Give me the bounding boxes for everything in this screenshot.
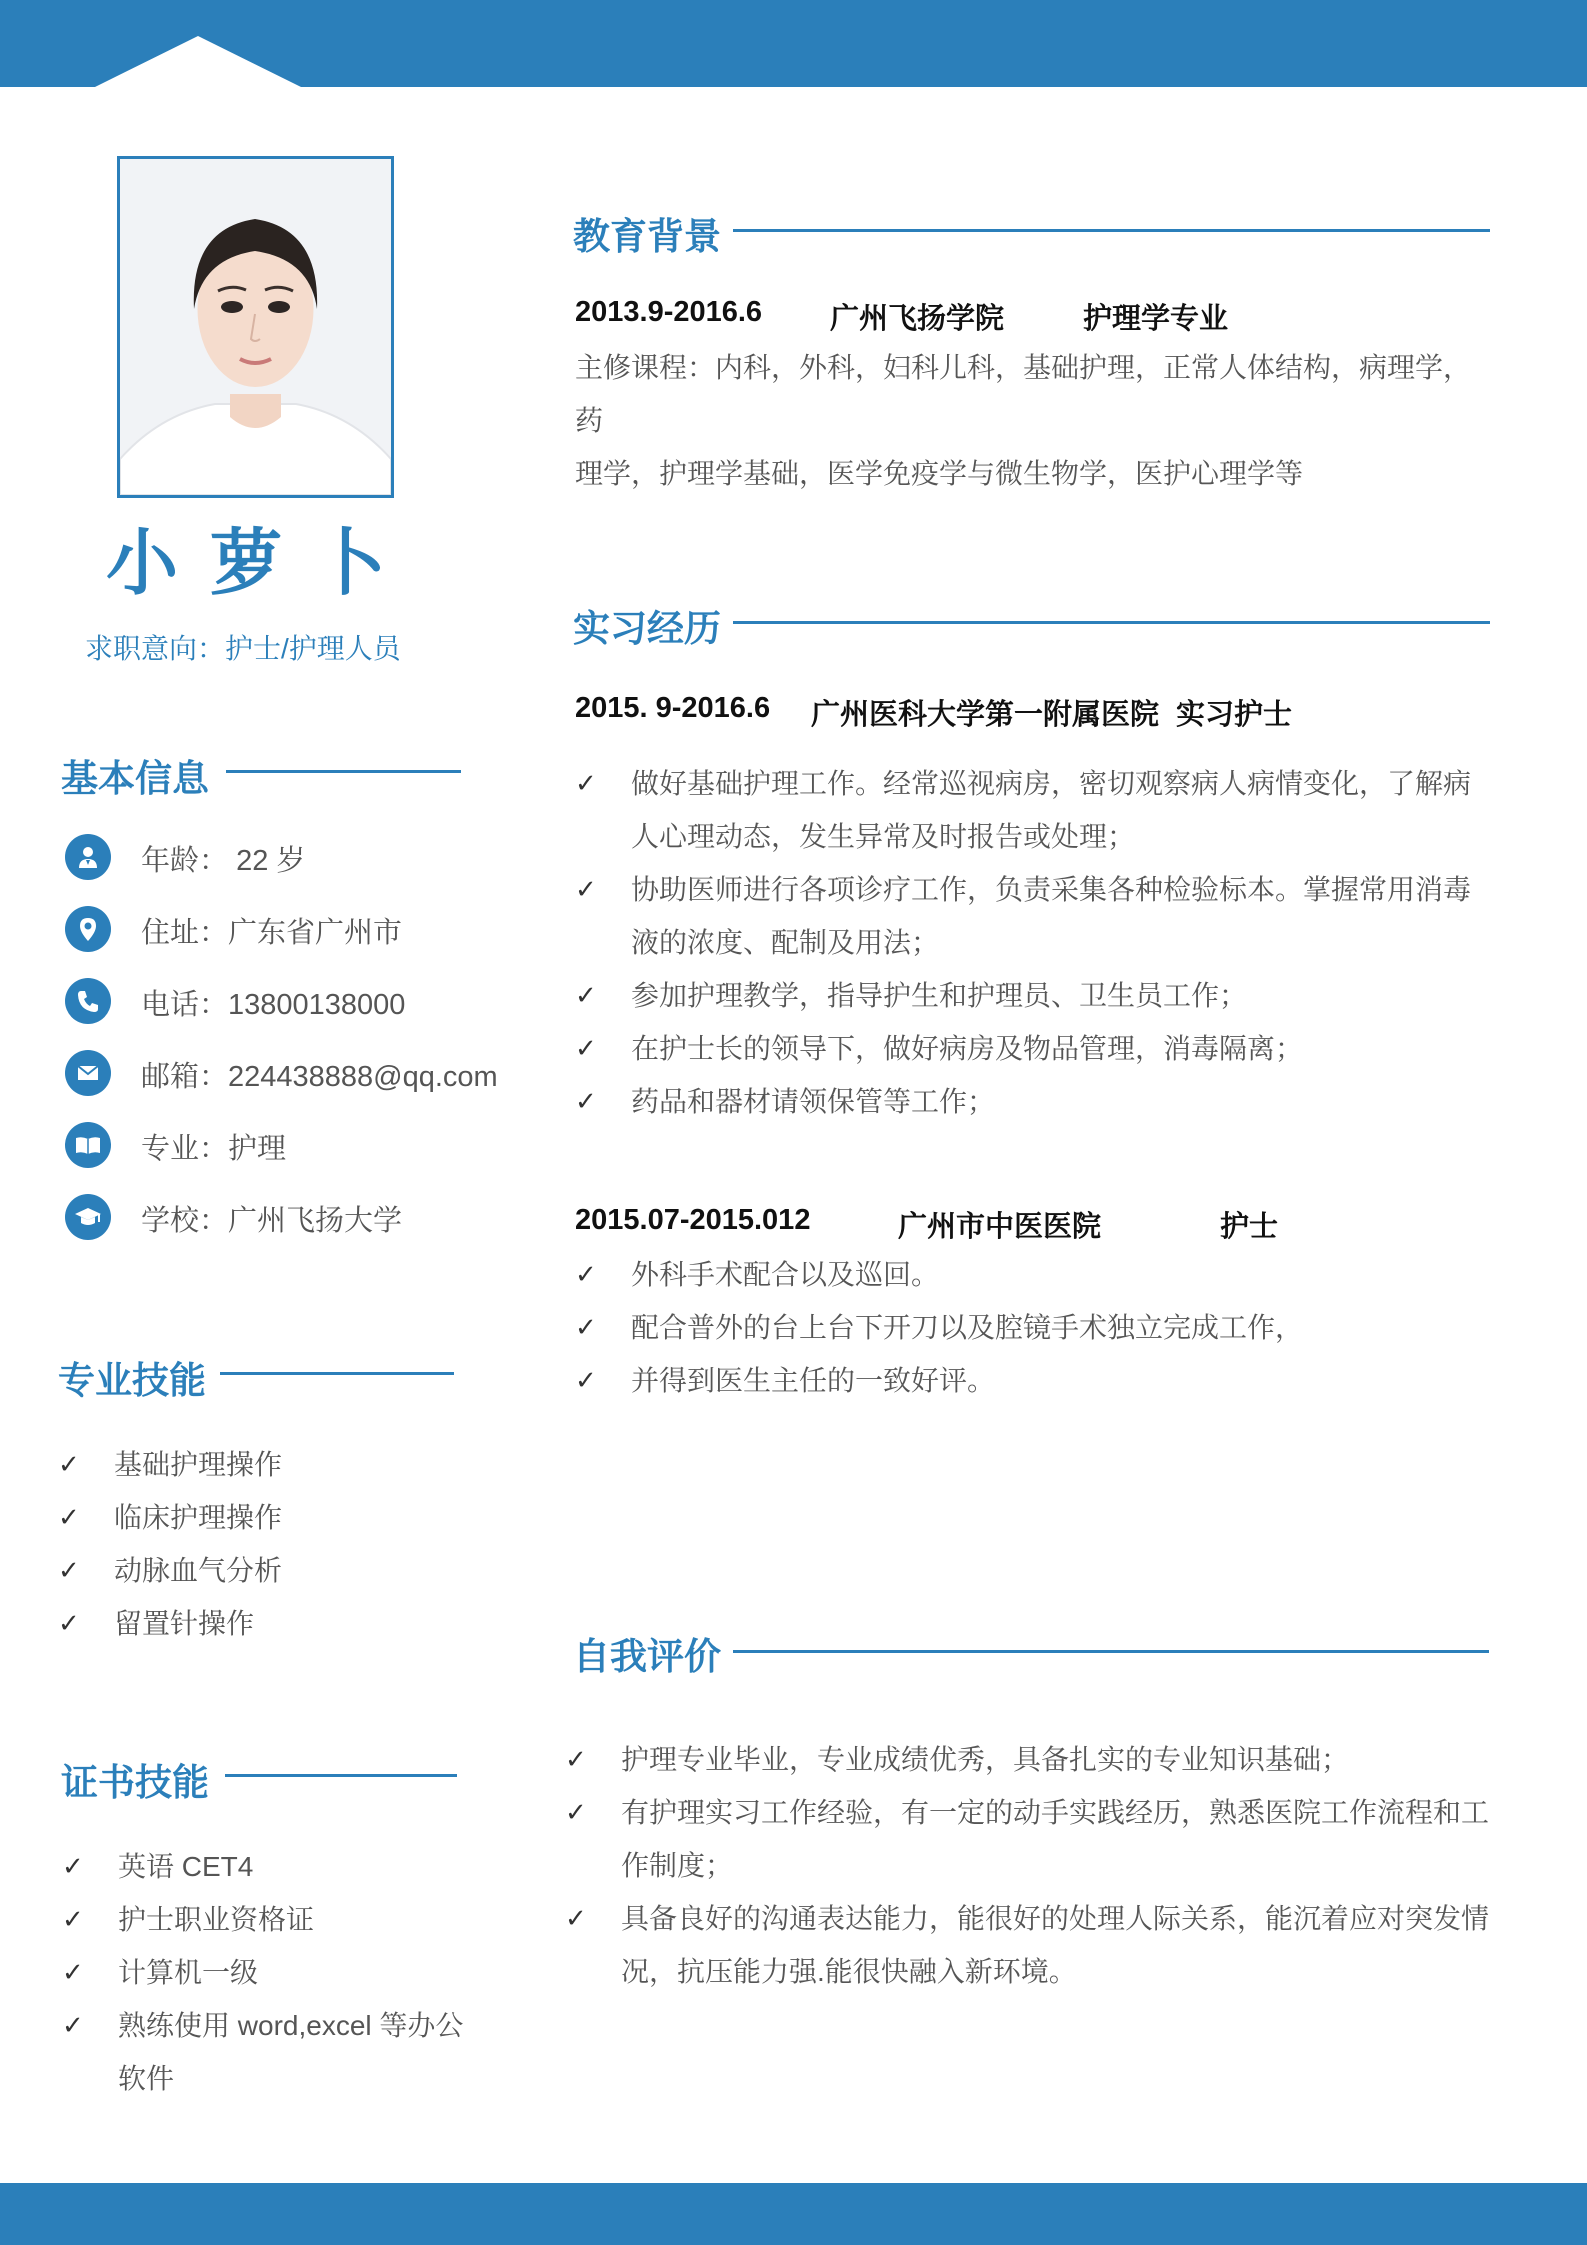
candidate-name: 小萝卜 xyxy=(105,524,418,604)
info-value: 224438888@qq.com xyxy=(228,1061,498,1093)
info-value: 广东省广州市 xyxy=(228,917,403,949)
info-row-major xyxy=(65,1122,505,1170)
skills-divider xyxy=(220,1372,454,1375)
self-eval-item: ✓ 具备良好的沟通表达能力，能很好的处理人际关系，能沉着应对突发情 况，抗压能力强.能很快融入新环境。 xyxy=(565,1892,1495,1998)
profile-photo xyxy=(117,156,394,498)
check-icon: ✓ xyxy=(565,1744,587,1774)
job-duty: ✓ 配合普外的台上台下开刀以及腔镜手术独立完成工作， xyxy=(575,1301,1495,1354)
certificate-item: ✓ 计算机一级 xyxy=(62,1946,482,1999)
job-period: 2015.07-2015.012 xyxy=(575,1204,811,1236)
check-icon: ✓ xyxy=(575,768,597,798)
basic-info-title: 基本信息 xyxy=(61,758,209,799)
info-row-email xyxy=(65,1050,505,1098)
check-icon: ✓ xyxy=(62,1851,84,1881)
info-label: 年龄： xyxy=(141,845,229,877)
check-icon: ✓ xyxy=(575,1086,597,1116)
internship-title: 实习经历 xyxy=(573,608,721,649)
internship-divider xyxy=(733,621,1490,624)
job-duty: ✓ 外科手术配合以及巡回。 xyxy=(575,1248,1495,1301)
info-label: 住址： xyxy=(141,917,229,949)
education-title: 教育背景 xyxy=(573,216,721,257)
education-major: 护理学专业 xyxy=(1083,303,1229,335)
check-icon: ✓ xyxy=(58,1449,80,1479)
info-value: 广州飞扬大学 xyxy=(228,1205,403,1237)
check-icon: ✓ xyxy=(575,874,597,904)
info-row-age xyxy=(65,834,505,882)
skill-item: ✓ 基础护理操作 xyxy=(58,1438,478,1491)
job-entry-header xyxy=(575,1204,1475,1243)
top-banner-notch xyxy=(95,36,301,87)
info-value: 22 岁 xyxy=(228,845,306,877)
check-icon: ✓ xyxy=(575,1365,597,1395)
person-icon xyxy=(65,834,111,880)
info-row-phone xyxy=(65,978,505,1026)
job-org: 广州市中医医院 xyxy=(898,1211,1102,1243)
phone-icon xyxy=(65,978,111,1024)
check-icon: ✓ xyxy=(58,1608,80,1638)
education-school: 广州飞扬学院 xyxy=(830,303,1005,335)
info-row-school xyxy=(65,1194,505,1242)
self-eval-item: ✓ 有护理实习工作经验，有一定的动手实践经历，熟悉医院工作流程和工 作制度； xyxy=(565,1786,1495,1892)
internship-duty: ✓ 协助医师进行各项诊疗工作，负责采集各种检验标本。掌握常用消毒 液的浓度、配制及用法； xyxy=(575,863,1495,969)
education-courses: 主修课程：内科，外科，妇科儿科，基础护理，正常人体结构，病理学，药 理学，护理学基础，医学免疫学与微生物学，医护心理学等 xyxy=(575,352,1472,489)
check-icon: ✓ xyxy=(62,1957,84,1987)
check-icon: ✓ xyxy=(575,1312,597,1342)
certificates-title: 证书技能 xyxy=(61,1762,209,1803)
check-icon: ✓ xyxy=(58,1555,80,1585)
info-label: 邮箱： xyxy=(141,1061,229,1093)
internship-duty: ✓ 参加护理教学，指导护生和护理员、卫生员工作； xyxy=(575,969,1495,1022)
certificates-divider xyxy=(225,1774,457,1777)
info-value: 13800138000 xyxy=(228,989,406,1021)
check-icon: ✓ xyxy=(565,1797,587,1827)
internship-entry-header xyxy=(575,692,1475,731)
basic-info-divider xyxy=(226,770,461,773)
skill-item: ✓ 留置针操作 xyxy=(58,1597,478,1650)
self-eval-title: 自我评价 xyxy=(573,1636,721,1677)
location-pin-icon xyxy=(65,906,111,952)
book-icon xyxy=(65,1122,111,1168)
info-value: 护理 xyxy=(228,1133,287,1165)
certificate-item: ✓ 护士职业资格证 xyxy=(62,1893,482,1946)
check-icon: ✓ xyxy=(58,1502,80,1532)
info-row-address xyxy=(65,906,505,954)
internship-org: 广州医科大学第一附属医院 xyxy=(811,699,1160,731)
job-intent: 求职意向：护士/护理人员 xyxy=(85,633,401,664)
skill-item: ✓ 动脉血气分析 xyxy=(58,1544,478,1597)
check-icon: ✓ xyxy=(62,1904,84,1934)
check-icon: ✓ xyxy=(575,1033,597,1063)
bottom-banner xyxy=(0,2183,1587,2245)
info-label: 电话： xyxy=(141,989,229,1021)
certificate-item: ✓ 英语 CET4 xyxy=(62,1840,482,1893)
internship-role: 实习护士 xyxy=(1176,699,1293,731)
internship-duty: ✓ 做好基础护理工作。经常巡视病房，密切观察病人病情变化，了解病 人心理动态，发生异常及时报告或处理； xyxy=(575,757,1495,863)
internship-duty: ✓ 药品和器材请领保管等工作； xyxy=(575,1075,1495,1128)
mail-icon xyxy=(65,1050,111,1096)
internship-period: 2015. 9-2016.6 xyxy=(575,692,771,724)
self-eval-item: ✓ 护理专业毕业，专业成绩优秀，具备扎实的专业知识基础； xyxy=(565,1733,1495,1786)
education-entry-header xyxy=(575,296,1475,335)
check-icon: ✓ xyxy=(575,980,597,1010)
graduation-cap-icon xyxy=(65,1194,111,1240)
check-icon: ✓ xyxy=(62,2010,84,2040)
internship-duty: ✓ 在护士长的领导下，做好病房及物品管理，消毒隔离； xyxy=(575,1022,1495,1075)
skills-title: 专业技能 xyxy=(58,1360,206,1401)
info-label: 学校： xyxy=(141,1205,229,1237)
education-divider xyxy=(733,229,1490,232)
education-period: 2013.9-2016.6 xyxy=(575,296,763,328)
certificate-item: ✓ 熟练使用 word,excel 等办公软件 xyxy=(62,1999,482,2105)
job-role: 护士 xyxy=(1220,1211,1279,1243)
check-icon: ✓ xyxy=(575,1259,597,1289)
self-eval-divider xyxy=(733,1650,1489,1653)
check-icon: ✓ xyxy=(565,1903,587,1933)
skill-item: ✓ 临床护理操作 xyxy=(58,1491,478,1544)
job-duty: ✓ 并得到医生主任的一致好评。 xyxy=(575,1354,1495,1407)
portrait-image xyxy=(120,159,391,495)
info-label: 专业： xyxy=(141,1133,229,1165)
